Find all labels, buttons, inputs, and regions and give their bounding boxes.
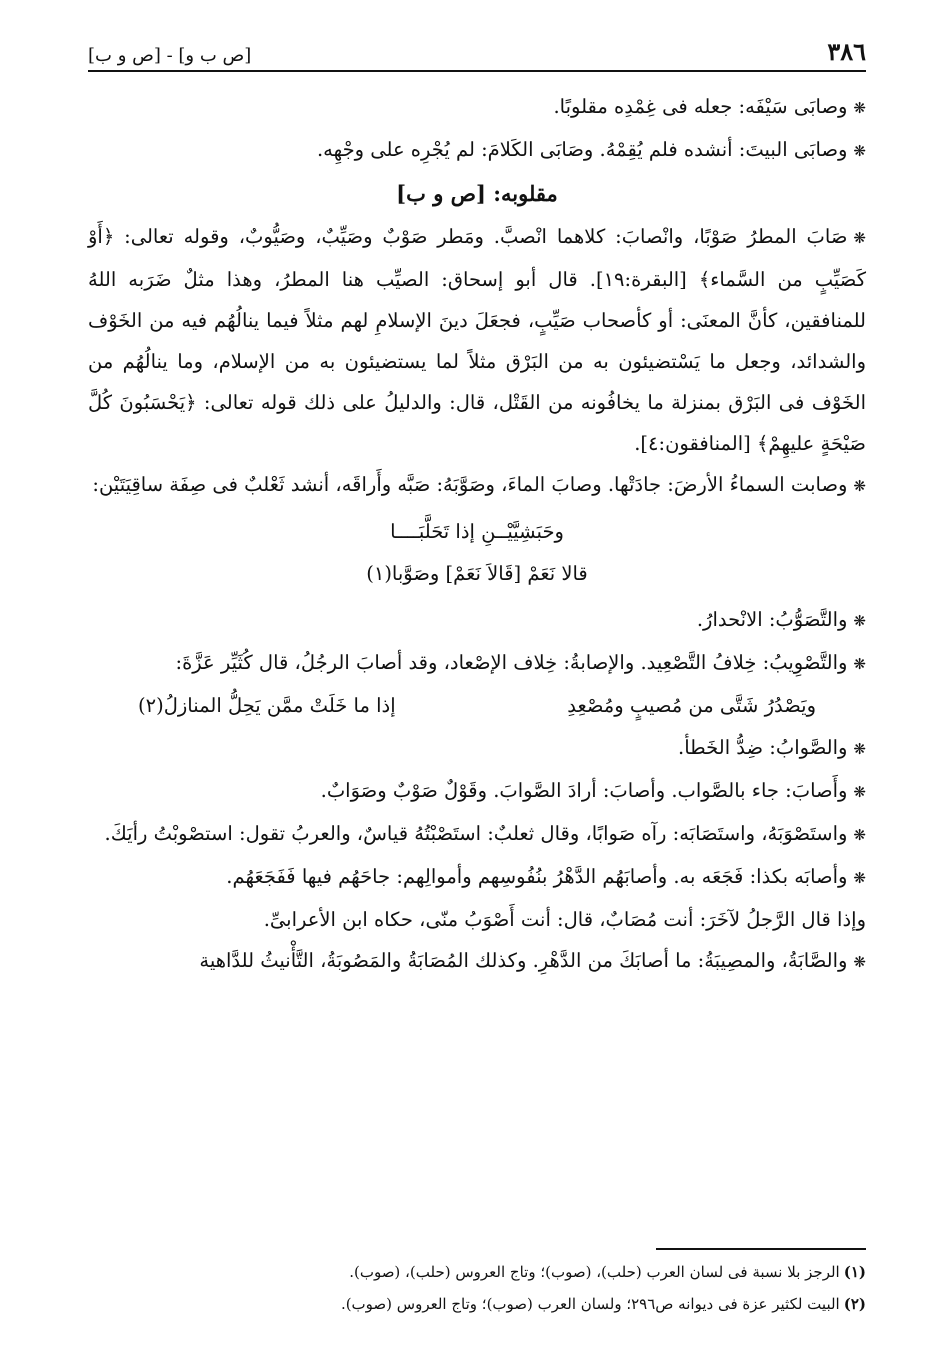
entry-paragraph (88, 86, 866, 129)
bullet-icon: ❋ (853, 229, 866, 247)
bullet-icon: ❋ (853, 869, 866, 887)
verse-hemistich-2: إذا ما خَلَتْ ممَّن يَحِلُّ المنازلُ(٢) (138, 694, 396, 717)
footnote-number: (٢) (843, 1295, 866, 1313)
verse-kuthayyir (88, 685, 866, 727)
page-number: ٣٨٦ (827, 37, 866, 66)
entry-text: والتَّصْوِيبُ: خِلافُ التَّصْعِيد. والإصابةُ: خِلاف الإصْعاد، وقد أصابَ الرجُلُ، قال كُثَيِّر عَزَّةَ: (175, 651, 848, 674)
entry-text: والتَّصَوُّبُ: الانْحدارُ. (696, 608, 848, 631)
entry-text: صَابَ المطرُ صَوْبًا، وانْصابَ: كلاهما انْصبَّ. ومَطر صَوْبٌ وصَيِّبٌ، وصَيُّوبٌ، وقوله تعالى: ﴿أَوْ كَصَيِّبٍ من السَّماء﴾ [البقرة:١٩]. قال أبو إسحاق: الصيِّب هنا المطرُ، وهذا مثلٌ ضَرَبه اللهُ للمنافقين، كأنَّ المعنَى: أو كأصحاب صَيِّبٍ، فجعَلَ دينَ الإسلامِ لهم مثلاً فيما ينالُهُم فيه من الخَوْف والشدائد، وجعل ما يَسْتضيئون به من البَرْق مثلاً لما يستضيئون به من الإسلام، وما ينالُهُم من الخَوْف فى البَرْق بمنزلة ما يخافُونه من القَتْل، قال: والدليلُ على ذلك قوله تعالى: ﴿يَحْسَبُونَ كُلَّ صَيْحَةٍ عليهِمْ﴾ [المنافقون:٤]. (88, 225, 866, 455)
entry-paragraph (88, 856, 866, 899)
verse-line-1: وحَبَشِيَّيْــنِ إذا تَحَلَّبَــــا (390, 520, 564, 543)
entry-paragraph (88, 599, 866, 642)
entry-text: وصابَى سَيْفَه: جعله فى غِمْدِه مقلوبًا. (553, 95, 848, 118)
dictionary-page (88, 30, 866, 1340)
bullet-icon: ❋ (853, 826, 866, 844)
entry-paragraph (88, 940, 866, 983)
entry-text: وإذا قال الرَّجلُ لآخَرَ: أنت مُصَابٌ، قال: أنت أَصْوَبُ منّى، حكاه ابن الأعرابىِّ. (263, 908, 866, 931)
bullet-icon: ❋ (853, 783, 866, 801)
footnotes (88, 1256, 866, 1320)
entry-paragraph (88, 813, 866, 856)
verse-hemistich-1: ويَصْدُرُ شَتَّى من مُصيبٍ ومُصْعِدِ (567, 694, 816, 717)
entry-paragraph (88, 770, 866, 813)
verse-rajaz (88, 511, 866, 595)
entry-paragraph (88, 642, 866, 685)
footnote-text: الرجز بلا نسبة فى لسان العرب (حلب)، (صوب)؛ وتاج العروس (حلب)، (صوب). (349, 1263, 840, 1281)
entry-paragraph (88, 899, 866, 940)
entry-paragraph (88, 216, 866, 464)
footnote-divider (656, 1248, 866, 1250)
page-body (88, 86, 866, 983)
bullet-icon: ❋ (853, 953, 866, 971)
entry-text: وأَصابَ: جاء بالصَّواب. وأصابَ: أرادَ الصَّوابَ. وقَوْلٌ صَوْبٌ وصَوَابٌ. (320, 779, 848, 802)
entry-paragraph (88, 129, 866, 172)
bullet-icon: ❋ (853, 612, 866, 630)
footnote-number: (١) (843, 1263, 866, 1281)
entry-text: وأصابَه بكذا: فَجَعَه به. وأصابَهُم الدَّهْرُ بنُفُوسِهم وأموالِهم: جاحَهُم فيها فَفَجَعَهُم. (226, 865, 848, 888)
footnote-text: البيت لكثير عزة فى ديوانه ص٢٩٦؛ ولسان العرب (صوب)؛ وتاج العروس (صوب). (340, 1295, 840, 1313)
bullet-icon: ❋ (853, 142, 866, 160)
bullet-icon: ❋ (853, 740, 866, 758)
verse-line-2: قالا نَعَمْ [قَالاَ نَعَمْ] وصَوَّبا(١) (366, 562, 588, 585)
page-header (88, 30, 866, 72)
running-head: [ص ب و] - [ص و ب] (88, 45, 252, 66)
bullet-icon: ❋ (853, 99, 866, 117)
entry-text: وصابت السماءُ الأرضَ: جادَتْها. وصابَ الماءَ، وصَوَّبَهُ: صَبَّه وأَراقَه، أنشد ثَعْلبٌ فى صِفَة ساقِيَتَيْن: (92, 473, 848, 496)
bullet-icon: ❋ (853, 477, 866, 495)
footnote-1 (88, 1256, 866, 1288)
entry-paragraph (88, 464, 866, 507)
section-heading: مقلوبه: [ص و ب] (396, 181, 558, 206)
entry-text: وصابَى البيتَ: أنشده فلم يُقِمْهُ. وصَابَى الكَلامَ: لم يُجْرِه على وجْهِه. (316, 138, 848, 161)
entry-text: والصَّابَةُ، والمصِيبَةُ: ما أصابَكَ من الدَّهْرِ. وكذلك المُصَابَةُ والمَصُوبَةُ، التَّأْنيثُ للدَّاهية (199, 949, 848, 972)
entry-text: واستَصْوَبَهُ، واستَصَابَه: رآه صَوابًا، وقال ثعلبٌ: استَصْبْتُهُ قياسٌ، والعربُ تقول: استصْوبْتُ رأيَكَ. (104, 822, 848, 845)
entry-paragraph (88, 727, 866, 770)
bullet-icon: ❋ (853, 655, 866, 673)
footnote-2 (88, 1288, 866, 1320)
entry-text: والصَّوابُ: ضِدُّ الخَطأ. (678, 736, 848, 759)
